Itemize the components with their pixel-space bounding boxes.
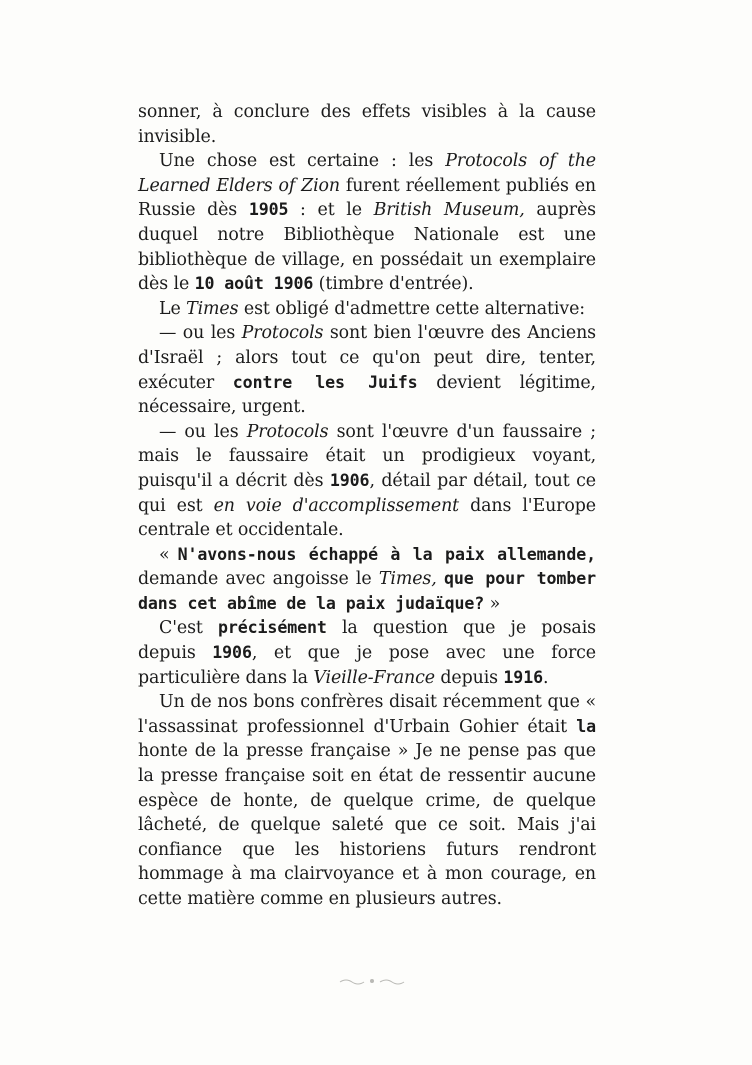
text-run: devient légitime, nécessaire, urgent. [138, 372, 596, 418]
text-run: sont l'œuvre d'un faussaire ; mais le faussaire était un prodigieux voyant, puisqu'il a décrit dès [138, 421, 596, 491]
printer-ornament-icon [336, 974, 408, 988]
bold-text: 1906 [212, 643, 252, 663]
text-run: (timbre d'entrée). [313, 274, 474, 295]
paragraph [138, 543, 596, 617]
text-run: honte de la presse française » Je ne pense pas que la presse française soit en état de ressentir aucune espèce de honte, de quelque crime, de quelque lâcheté, de quelque saleté que ce soit. Mais j'ai confiance que les historiens futurs rendront hommage à ma clairvoyance et à mon courage, en cette matière comme en plusieurs autres. [138, 741, 596, 909]
bold-text: contre les Juifs [232, 372, 418, 392]
bold-text: N'avons-nous échappé à la paix allemande, [177, 544, 596, 564]
bold-text: précisément [217, 618, 327, 638]
text-run: sont bien l'œuvre des Anciens d'Israël ; alors tout ce qu'on peut dire, tenter, exécuter [138, 323, 596, 393]
bold-text: que pour tomber dans cet abîme de la paix judaïque? [138, 569, 596, 613]
paragraph [138, 616, 596, 690]
italic-text: Protocols [241, 323, 324, 344]
italic-text: Vieille-France [313, 667, 435, 688]
text-run [437, 569, 444, 589]
bold-text: 1905 [248, 200, 289, 220]
text-run: depuis [434, 667, 504, 688]
paragraph [138, 149, 596, 297]
italic-text: Times [186, 298, 239, 319]
ornament-glyph [336, 974, 408, 988]
paragraph [138, 297, 596, 322]
text-run: dans l'Europe centrale et occidentale. [138, 495, 596, 541]
bold-text: 1906 [329, 470, 370, 490]
text-run: Une chose est certaine : les [159, 151, 446, 172]
italic-text: British Museum, [373, 200, 525, 221]
italic-text: Protocols of the Learned Elders of Zion [138, 151, 596, 196]
text-run: . [542, 667, 549, 688]
text-run: Le [159, 298, 187, 319]
text-run: la question que je posais depuis [138, 618, 596, 664]
paragraph [138, 420, 596, 543]
bold-text: la [576, 716, 596, 736]
text-run: sonner, à conclure des effets visibles à la cause invisible. [138, 102, 596, 147]
text-run: furent réellement publiés en Russie dès [138, 175, 596, 221]
paragraph [138, 690, 596, 911]
text-run: C'est [159, 618, 218, 639]
text-run: « [159, 544, 178, 565]
italic-text: Times, [378, 569, 437, 590]
text-run: demande avec angoisse le [138, 569, 379, 590]
text-run: — ou les [159, 421, 247, 442]
text-run: Un de nos bons confrères disait récemment que « l'assassinat professionnel d'Urbain Gohier était [138, 692, 596, 737]
text-run: , et que je pose avec une force particulière dans la [138, 643, 596, 688]
italic-text: en voie d'accomplissement [213, 495, 460, 516]
text-run: : et le [288, 200, 374, 221]
bold-text: 1916 [503, 667, 543, 687]
paragraph [138, 321, 596, 419]
text-run: » [484, 593, 501, 614]
bold-text: 10 août 1906 [194, 274, 314, 294]
text-run: — ou les [159, 323, 242, 344]
paragraph [138, 100, 596, 149]
text-run: auprès duquel notre Bibliothèque Nationale est une bibliothèque de village, en possédait un exemplaire dès le [138, 200, 596, 295]
text-run: , détail par détail, tout ce qui est [138, 470, 596, 516]
text-run: est obligé d'admettre cette alternative: [238, 298, 586, 319]
page-body-text [138, 100, 596, 912]
italic-text: Protocols [246, 421, 329, 442]
